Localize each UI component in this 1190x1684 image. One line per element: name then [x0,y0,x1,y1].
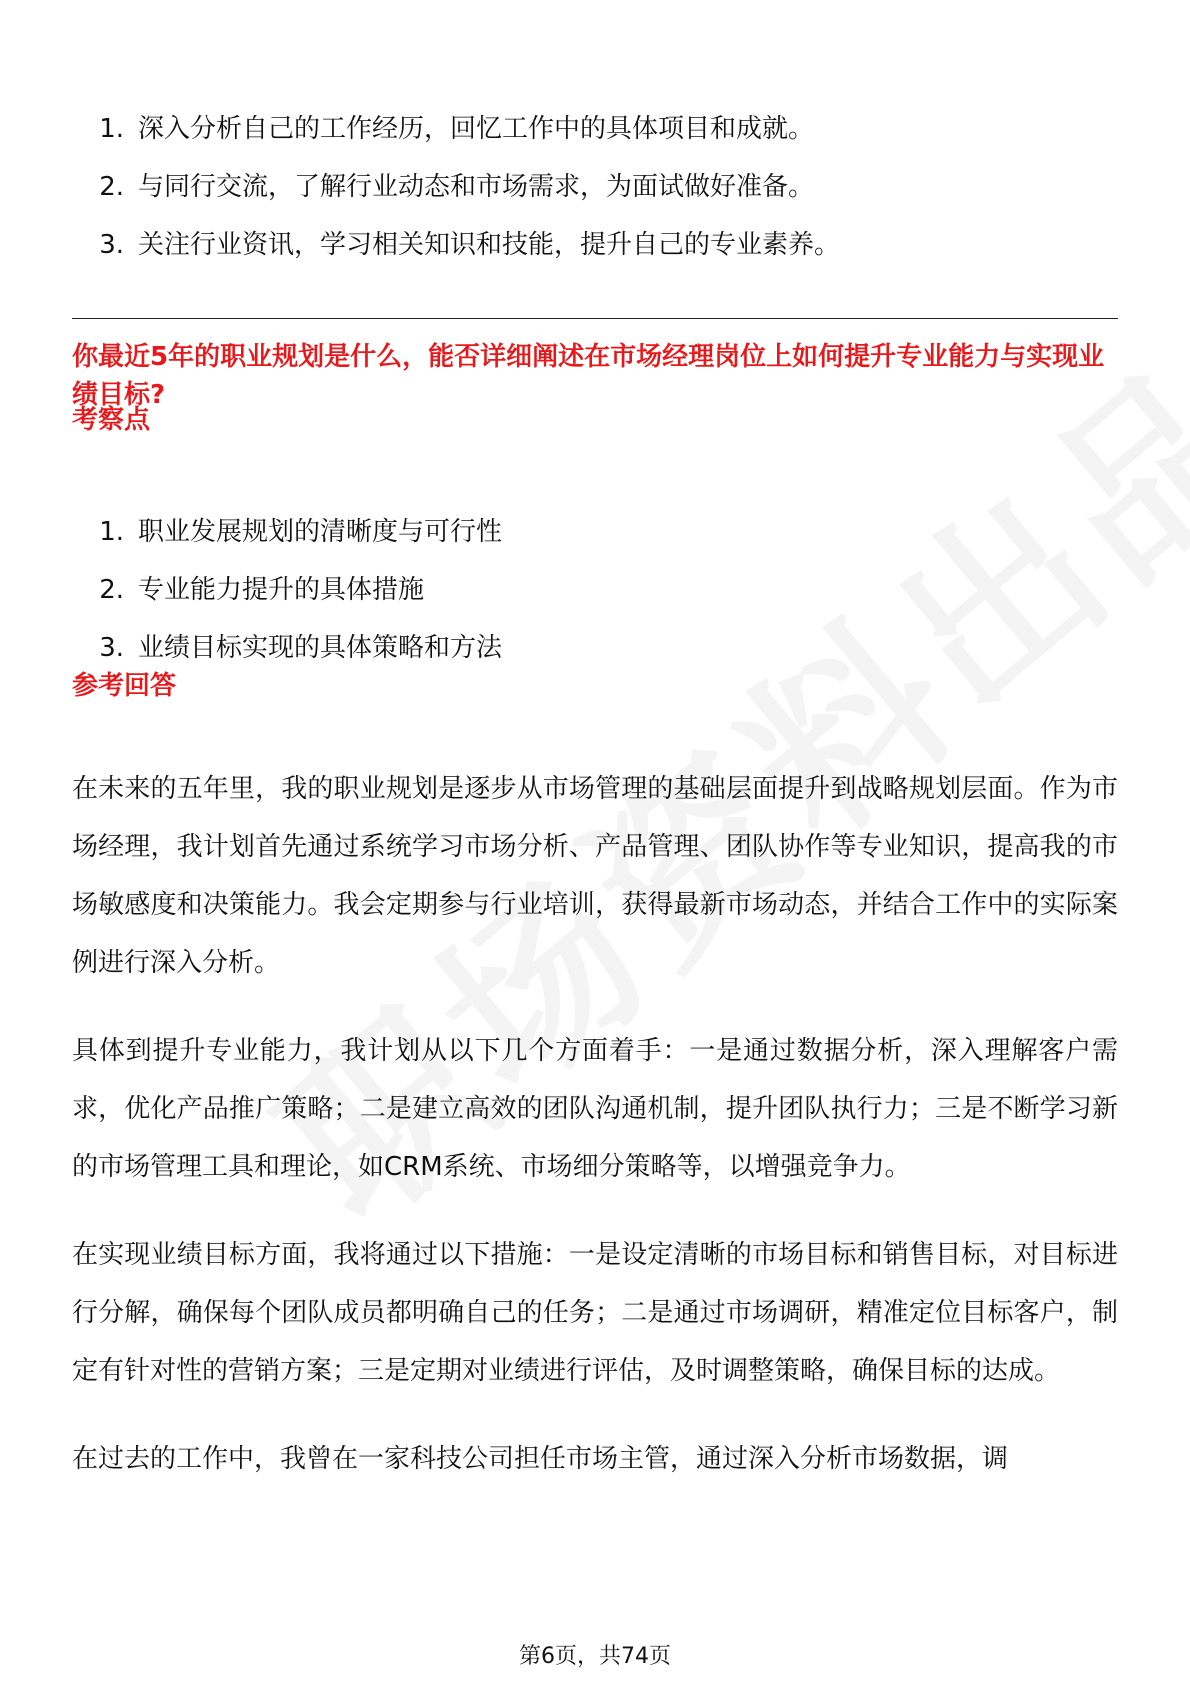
list-item-text: 业绩目标实现的具体策略和方法 [138,633,503,663]
answer-paragraph: 具体到提升专业能力，我计划从以下几个方面着手：一是通过数据分析，深入理解客户需求，优化产品推广策略；二是建立高效的团队沟通机制，提升团队执行力；三是不断学习新的市场管理工具和理论，如CRM系统、市场细分策略等，以增强竞争力。 [72,1036,1118,1182]
list-item-text: 深入分析自己的工作经历，回忆工作中的具体项目和成就。 [138,114,815,144]
list-item-number: 2. [99,172,124,202]
list-item-number: 1. [99,517,124,547]
list-item [72,100,1118,158]
answer-paragraph: 在未来的五年里，我的职业规划是逐步从市场管理的基础层面提升到战略规划层面。作为市场经理，我计划首先通过系统学习市场分析、产品管理、团队协作等专业知识，提高我的市场敏感度和决策能力。我会定期参与行业培训，获得最新市场动态，并结合工作中的实际案例进行深入分析。 [72,774,1118,978]
evaluation-points-list [72,503,1118,677]
list-item-number: 2. [99,575,124,605]
list-item [72,561,1118,619]
question-title: 你最近5年的职业规划是什么，能否详细阐述在市场经理岗位上如何提升专业能力与实现业绩目标? [72,342,1105,410]
list-item-text: 关注行业资讯，学习相关知识和技能，提升自己的专业素养。 [138,230,841,260]
list-item-number: 1. [99,114,124,144]
section-divider [72,318,1118,319]
list-item [72,216,1118,274]
points-heading: 考察点 [72,405,151,435]
list-item-text: 与同行交流，了解行业动态和市场需求，为面试做好准备。 [138,172,815,202]
list-item-text: 职业发展规划的清晰度与可行性 [138,517,503,547]
list-item-text: 专业能力提升的具体措施 [138,575,425,605]
list-item-number: 3. [99,230,124,260]
list-item-number: 3. [99,633,124,663]
answer-paragraph: 在过去的工作中，我曾在一家科技公司担任市场主管，通过深入分析市场数据，调 [72,1444,1009,1474]
list-item [72,619,1118,677]
answer-paragraph: 在实现业绩目标方面，我将通过以下措施：一是设定清晰的市场目标和销售目标，对目标进行分解，确保每个团队成员都明确自己的任务；二是通过市场调研，精准定位目标客户，制定有针对性的营销方案；三是定期对业绩进行评估，及时调整策略，确保目标的达成。 [72,1240,1118,1386]
prep-tips-list [72,100,1118,274]
page-number: 第6页，共74页 [519,1644,671,1669]
answer-heading: 参考回答 [72,671,177,701]
list-item [72,158,1118,216]
list-item [72,503,1118,561]
reference-answer [72,760,1118,1518]
